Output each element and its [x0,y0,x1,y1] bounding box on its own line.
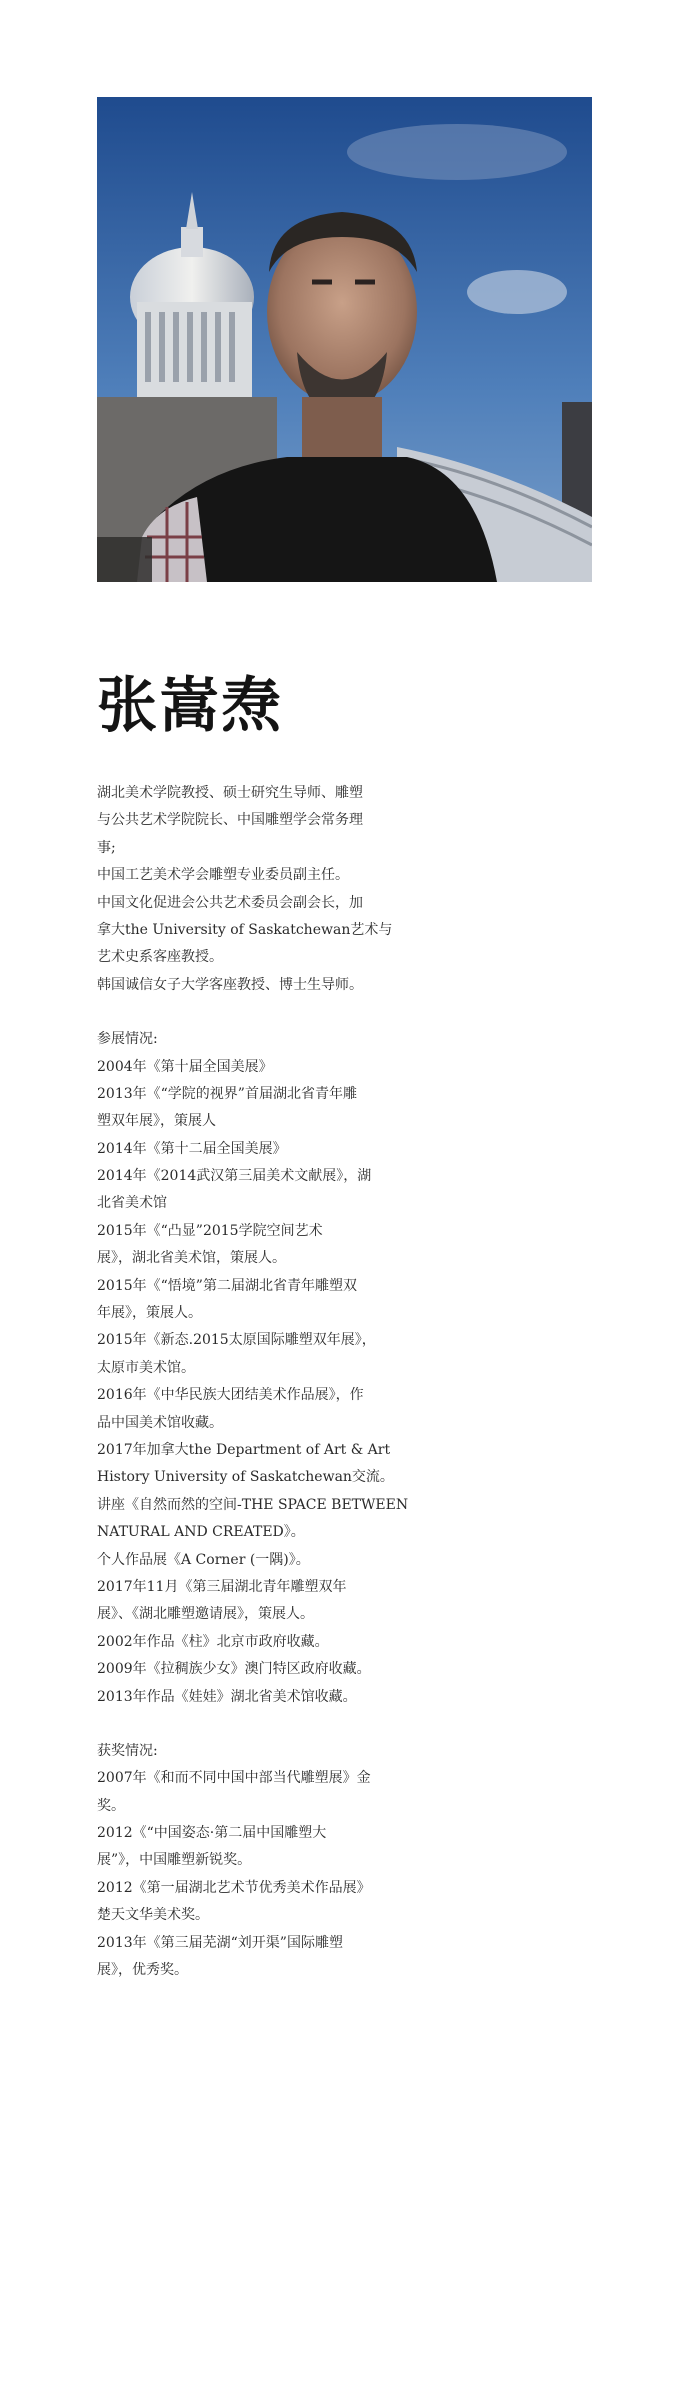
exhibition-line: 塑双年展》，策展人 [97,1113,216,1130]
exhibition-line: 2017年加拿大the Department of Art & Art [97,1441,391,1458]
awards-heading: 获奖情况: [97,1742,158,1759]
bio-line: 与公共艺术学院院长、中国雕塑学会常务理 [97,812,363,829]
exhibition-line: 2013年《“学院的视界”首届湖北省青年雕 [97,1085,357,1102]
awards-section [97,1738,597,1985]
exhibition-line: 2015年《“悟境”第二届湖北省青年雕塑双 [97,1277,357,1294]
exhibition-line: 个人作品展《A Corner (一隅)》。 [97,1551,310,1568]
exhibitions-heading: 参展情况: [97,1031,158,1048]
exhibition-line: 2002年作品《柱》北京市政府收藏。 [97,1633,329,1650]
bio-section [97,780,597,999]
exhibition-line: 2013年作品《娃娃》湖北省美术馆收藏。 [97,1688,357,1705]
exhibition-line: 2016年《中华民族大团结美术作品展》，作 [97,1387,364,1404]
exhibition-line: 北省美术馆 [97,1195,167,1212]
exhibition-line: 2017年11月《第三届湖北青年雕塑双年 [97,1578,347,1595]
exhibition-line: History University of Saskatchewan交流。 [97,1469,394,1486]
bio-line: 湖北美术学院教授、硕士研究生导师、雕塑 [97,785,363,801]
bio-line: 中国工艺美术学会雕塑专业委员副主任。 [97,867,349,884]
exhibition-line: 2015年《“凸显”2015学院空间艺术 [97,1222,323,1239]
biography [97,780,597,1984]
award-line: 2012《第一届湖北艺术节优秀美术作品展》 [97,1879,371,1896]
exhibition-line: 2014年《第十二届全国美展》 [97,1140,287,1157]
exhibition-line: 2009年《拉稠族少女》澳门特区政府收藏。 [97,1661,371,1678]
exhibition-line: NATURAL AND CREATED》。 [97,1524,305,1541]
person-name: 张嵩焘 [97,671,283,741]
award-line: 展》，优秀奖。 [97,1962,188,1979]
award-line: 楚天文华美术奖。 [97,1907,209,1924]
bio-line: 韩国诚信女子大学客座教授、博士生导师。 [97,976,363,993]
award-line: 展”》，中国雕塑新锐奖。 [97,1852,252,1869]
award-line: 2012《“中国姿态·第二届中国雕塑大 [97,1825,327,1842]
bio-line: 中国文化促进会公共艺术委员会副会长，加 [97,894,363,911]
exhibition-line: 展》，湖北省美术馆，策展人。 [97,1250,286,1267]
portrait-photo [97,97,592,582]
award-line: 2007年《和而不同中国中部当代雕塑展》金 [97,1770,371,1787]
exhibition-line: 2014年《2014武汉第三届美术文献展》，湖 [97,1168,372,1185]
exhibition-line: 2015年《新态.2015太原国际雕塑双年展》， [97,1332,376,1349]
exhibition-line: 讲座《自然而然的空间-THE SPACE BETWEEN [97,1496,409,1513]
exhibition-line: 品中国美术馆收藏。 [97,1414,223,1431]
exhibition-line: 太原市美术馆。 [97,1359,195,1376]
bio-line: 拿大the University of Saskatchewan艺术与 [97,921,393,938]
award-line: 奖。 [97,1797,125,1814]
exhibitions-section [97,1026,597,1711]
bio-line: 艺术史系客座教授。 [97,949,223,966]
exhibition-line: 年展》，策展人。 [97,1305,202,1322]
award-line: 2013年《第三届芜湖“刘开渠”国际雕塑 [97,1934,343,1951]
exhibition-line: 2004年《第十届全国美展》 [97,1058,273,1075]
exhibition-line: 展》、《湖北雕塑邀请展》，策展人。 [97,1606,314,1623]
bio-line: 事; [97,839,116,856]
